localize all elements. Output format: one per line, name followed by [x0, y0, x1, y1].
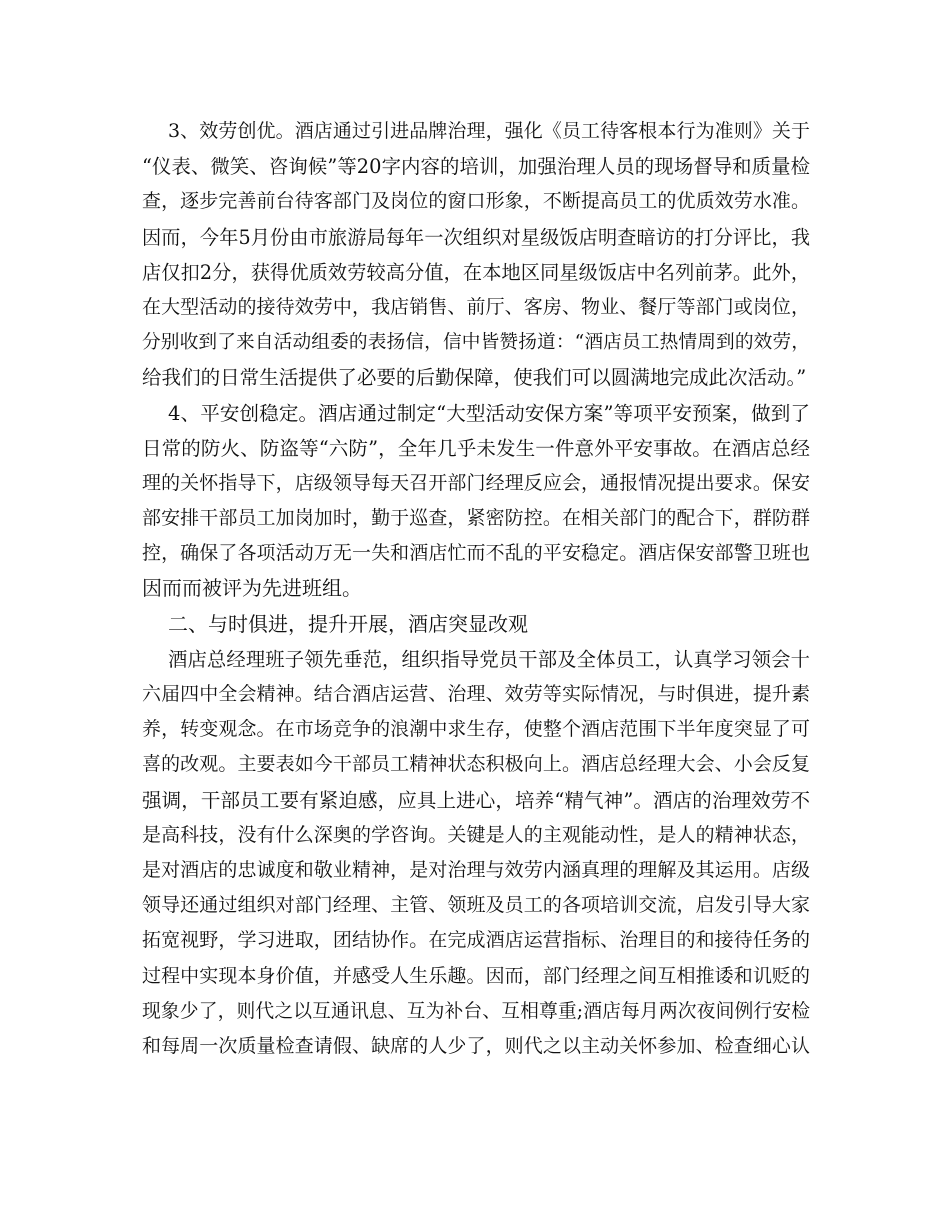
paragraph-line: 酒店总经理班子领先垂范，组织指导党员干部及全体员工，认真学习领会十: [168, 647, 810, 671]
paragraph-line: 理的关怀指导下，店级领导每天召开部门经理反应会，通报情况提出要求。保安: [142, 471, 810, 494]
document-body: [142, 114, 810, 1064]
paragraph-line: 因而而被评为先进班组。: [142, 576, 362, 601]
paragraph-line: 部安排干部员工加岗加时，勤于巡查，紧密防控。在相关部门的配合下，群防群: [142, 507, 810, 530]
paragraph-line: 现象少了，则代之以互通讯息、互为补台、互相尊重;酒店每月两次夜间例行安检: [142, 1000, 810, 1022]
paragraph-line: 店仅扣2分，获得优质效劳较高分值，在本地区同星级饭店中名列前茅。此外，: [142, 260, 810, 284]
paragraph-line: 和每周一次质量检查请假、缺席的人少了，则代之以主动关怀参加、检查细心认: [142, 1034, 810, 1057]
paragraph-line: 控，确保了各项活动万无一失和酒店忙而不乱的平安稳定。酒店保安部警卫班也: [142, 542, 810, 565]
paragraph-line: 分别收到了来自活动组委的表扬信，信中皆赞扬道：“酒店员工热情周到的效劳，: [142, 332, 810, 354]
paragraph-line: 是对酒店的忠诚度和敬业精神，是对治理与效劳内涵真理的理解及其运用。店级: [142, 858, 810, 881]
paragraph-line: 拓宽视野，学习进取，团结协作。在完成酒店运营指标、治理目的和接待任务的: [142, 929, 810, 952]
paragraph-line: 在大型活动的接待效劳中，我店销售、前厅、客房、物业、餐厅等部门或岗位，: [142, 295, 810, 318]
paragraph-line: 查，逐步完善前台待客部门及岗位的窗口形象，不断提高员工的优质效劳水准。: [142, 190, 810, 213]
paragraph-line: 因而，今年5月份由市旅游局每年一次组织对星级饭店明查暗访的打分评比，我: [142, 225, 810, 249]
paragraph-line: 养，转变观念。在市场竞争的浪潮中求生存，使整个酒店范围下半年度突显了可: [142, 718, 810, 741]
paragraph-line: 是高科技，没有什么深奥的学咨询。关键是人的主观能动性，是人的精神状态，: [142, 823, 810, 846]
paragraph-line: 六届四中全会精神。结合酒店运营、治理、效劳等实际情况，与时俱进，提升素: [142, 683, 810, 705]
paragraph-line: 给我们的日常生活提供了必要的后勤保障，使我们可以圆满地完成此次活动。”: [142, 366, 807, 390]
paragraph-line: 日常的防火、防盗等“六防”，全年几乎未发生一件意外平安事故。在酒店总经: [142, 436, 810, 460]
paragraph-line: 强调，干部员工要有紧迫感，应具上进心，培养“精气神”。酒店的治理效劳不: [142, 788, 810, 812]
paragraph-line: 喜的改观。主要表如今干部员工精神状态积极向上。酒店总经理大会、小会反复: [142, 753, 810, 776]
paragraph-line: “仪表、微笑、咨询候”等20字内容的培训，加强治理人员的现场督导和质量检: [142, 155, 810, 179]
paragraph-line: 领导还通过组织对部门经理、主管、领班及员工的各项培训交流，启发引导大家: [142, 894, 810, 917]
paragraph-line: 过程中实现本身价值，并感受人生乐趣。因而，部门经理之间互相推诿和讥贬的: [142, 964, 810, 987]
paragraph-line: 3、效劳创优。酒店通过引进品牌治理，强化《员工待客根本行为准则》关于: [168, 120, 810, 142]
paragraph-line: 4、平安创稳定。酒店通过制定“大型活动安保方案”等项平安预案，做到了: [168, 401, 810, 425]
section-heading: 二、与时俱进，提升开展，酒店突显改观: [168, 611, 528, 636]
